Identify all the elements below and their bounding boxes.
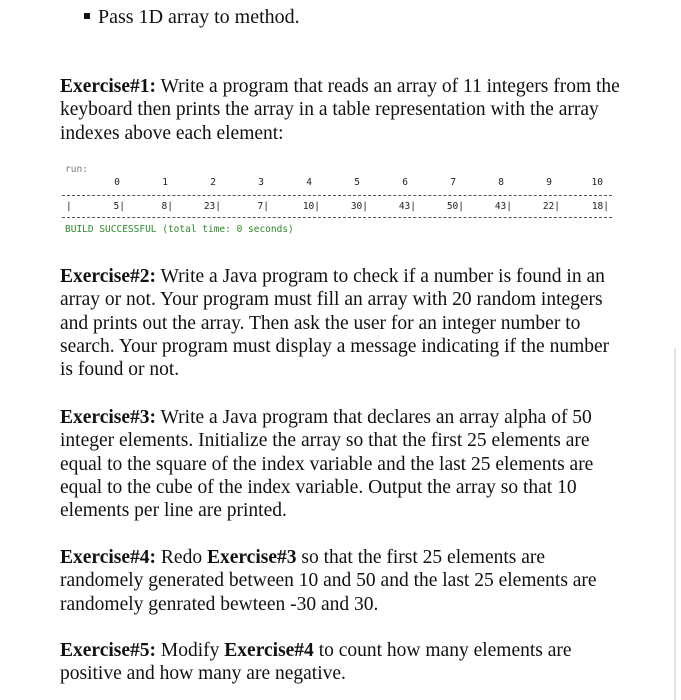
exercise-3-text: Write a Java program that declares an array alpha of 50 integer elements. Initialize the array so that the first 25 elements are equal to the square of the index variable and the last 25 elements are equal to the cube of the index variable. Output the array so that 10 elements per line are printed. <box>60 407 594 522</box>
console-index-cell: 6 <box>402 177 408 188</box>
console-value-cell: 8| <box>161 201 173 212</box>
console-index-row <box>62 177 614 191</box>
console-output <box>62 164 614 244</box>
console-index-cell: 3 <box>258 177 264 188</box>
console-index-cell: 5 <box>354 177 360 188</box>
console-value-cell: 23| <box>203 201 221 212</box>
exercise-2-text: Write a Java program to check if a number is found in an array or not. Your program must fill an array with 20 random integers and prints out the array. Then ask the user for an integer number to search. Your program must display a message indicating if the number is found or not. <box>60 266 610 381</box>
exercise-5-ref: Exercise#4 <box>224 640 314 661</box>
console-divider-top <box>62 195 612 196</box>
square-bullet-icon <box>84 13 90 19</box>
console-index-cell: 10 <box>591 177 603 188</box>
console-value-cell: 22| <box>542 201 560 212</box>
console-index-cell: 7 <box>450 177 456 188</box>
console-value-cell: 10| <box>302 201 320 212</box>
console-index-cell: 8 <box>498 177 504 188</box>
console-value-cell: 5| <box>113 201 125 212</box>
exercise-1-text: Write a program that reads an array of 11 integers from the keyboard then prints the array in a table representation with the array indexes above each element: <box>60 76 620 144</box>
exercise-5-label: Exercise#5: <box>60 640 157 661</box>
exercise-4-text-after: so that the first 25 elements are randomely generated between 10 and 50 and the last 25 elements are randomely genrated bewteen -30 and 30. <box>60 547 597 615</box>
console-index-cell: 4 <box>306 177 312 188</box>
console-value-cell: 43| <box>398 201 416 212</box>
console-build-status: BUILD SUCCESSFUL (total time: 0 seconds) <box>65 224 294 235</box>
console-value-cell: 30| <box>350 201 368 212</box>
exercise-1 <box>60 75 620 145</box>
exercise-3-label: Exercise#3: <box>60 407 157 428</box>
exercise-5-text-before: Modify <box>156 640 225 661</box>
console-run-label: run: <box>65 164 88 175</box>
exercise-2 <box>60 265 620 381</box>
exercise-4-label: Exercise#4: <box>60 547 157 568</box>
exercise-2-label: Exercise#2: <box>60 266 157 287</box>
exercise-4 <box>60 546 620 616</box>
exercise-4-text-before: Redo <box>156 547 207 568</box>
exercise-5 <box>60 639 620 686</box>
console-value-cell: 50| <box>446 201 464 212</box>
console-index-cell: 1 <box>162 177 168 188</box>
console-value-row <box>62 201 614 215</box>
exercise-5-text-after: to count how many elements are positive and how many are negative. <box>60 640 572 685</box>
console-value-cell: 7| <box>257 201 269 212</box>
console-index-cell: 2 <box>210 177 216 188</box>
console-index-cell: 9 <box>546 177 552 188</box>
bullet-item-text: Pass 1D array to method. <box>98 6 300 28</box>
exercise-4-ref: Exercise#3 <box>206 547 297 568</box>
console-leading-pipe: | <box>66 201 72 212</box>
console-value-cell: 43| <box>494 201 512 212</box>
exercise-3 <box>60 406 620 522</box>
console-index-cell: 0 <box>114 177 120 188</box>
console-value-cell: 18| <box>591 201 609 212</box>
console-divider-bottom <box>62 217 612 218</box>
exercise-1-label: Exercise#1: <box>60 76 157 97</box>
page-edge-rule <box>674 348 676 700</box>
bullet-item <box>84 5 300 29</box>
